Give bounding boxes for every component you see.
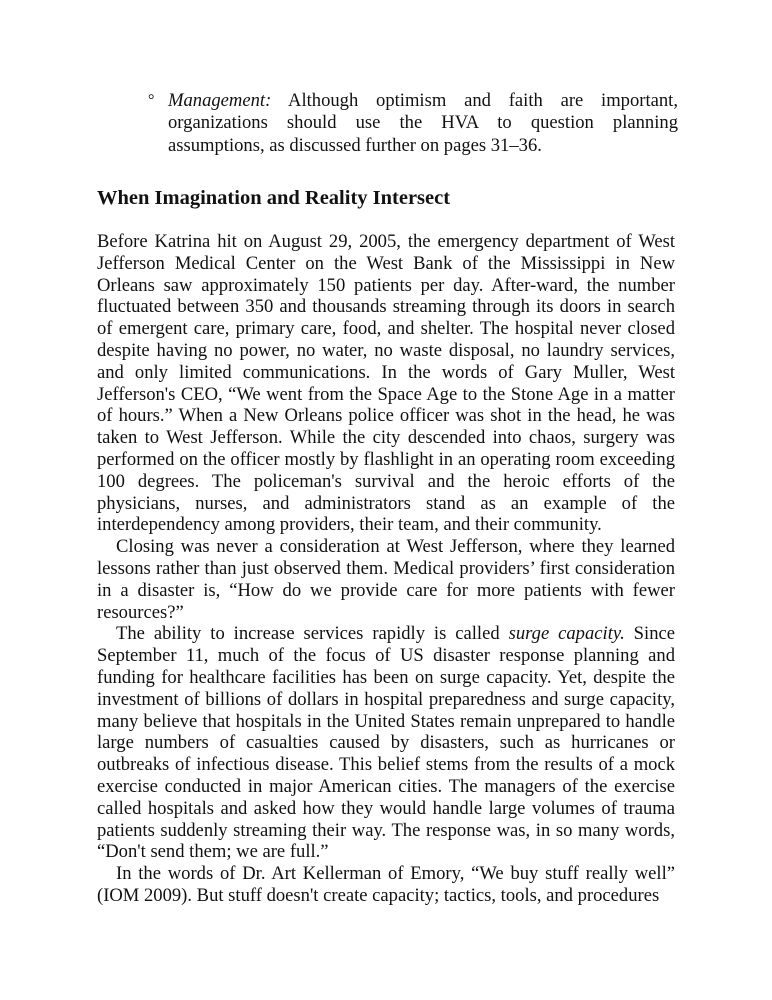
paragraph-3-start: The ability to increase services rapidly is called <box>116 623 509 645</box>
paragraph-1: Before Katrina hit on August 29, 2005, the emergency department of West Jefferson Medical Center on the West Bank of the Mississippi in New Orleans saw approximately 150 patients per day. After-ward, the number fluctuated between 350 and thousands streaming through its doors in search of emergent care, primary care, food, and shelter. The hospital never closed despite having no power, no water, no waste disposal, no laundry services, and only limited communications. In the words of Gary Muller, West Jefferson's CEO, “We went from the Space Age to the Stone Age in a matter of hours.” When a New Orleans police officer was shot in the head, he was taken to West Jefferson. While the city descended into chaos, surgery was performed on the officer mostly by flashlight in an operating room exceeding 100 degrees. The policeman's survival and the heroic efforts of the physicians, nurses, and administrators stand as an example of the interdependency among providers, their team, and their community. <box>97 231 675 536</box>
section-heading: When Imagination and Reality Intersect <box>97 187 451 209</box>
bullet-marker: ° <box>148 92 155 109</box>
bullet-item <box>148 90 678 157</box>
bullet-lead: Management: <box>168 90 272 111</box>
bullet-text <box>168 90 678 157</box>
bullet-body: Although optimism and faith are important, organizations should use the HVA to question planning assumptions, as discussed further on pages 31–36. <box>168 90 678 156</box>
paragraph-3 <box>97 623 675 863</box>
surge-capacity-term: surge capacity. <box>508 623 625 645</box>
paragraph-2: Closing was never a consideration at West Jefferson, where they learned lessons rather than just observed them. Medical providers’ first consideration in a disaster is, “How do we provide care for more patients with fewer resources?” <box>97 536 675 623</box>
paragraph-3-end: Since September 11, much of the focus of US disaster response planning and funding for healthcare facilities has been on surge capacity. Yet, despite the investment of billions of dollars in hospital preparedness and surge capacity, many believe that hospitals in the United States remain unprepared to handle large numbers of casualties caused by disasters, such as hurricanes or outbreaks of infectious disease. This belief stems from the results of a mock exercise conducted in major American cities. The managers of the exercise called hospitals and asked how they would handle large volumes of trauma patients suddenly streaming their way. The response was, in so many words, “Don't send them; we are full.” <box>97 623 675 863</box>
body-text <box>97 231 675 907</box>
paragraph-4: In the words of Dr. Art Kellerman of Emory, “We buy stuff really well” (IOM 2009). But stuff doesn't create capacity; tactics, tools, and procedures <box>97 863 675 906</box>
